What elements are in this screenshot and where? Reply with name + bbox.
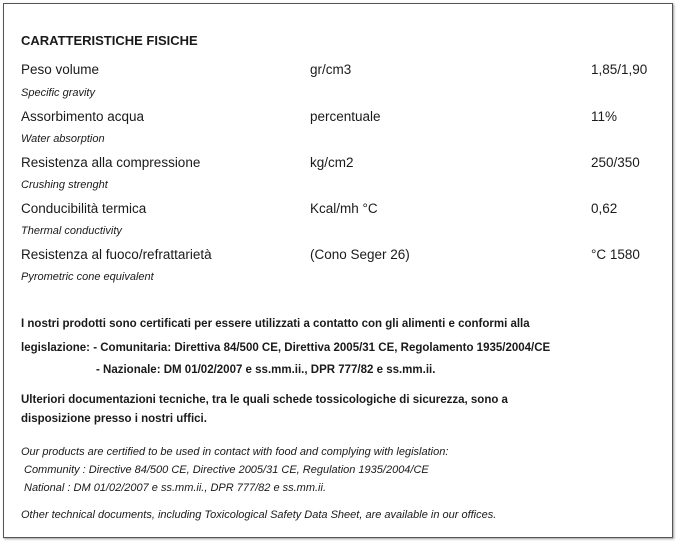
docs-en-line: Other technical documents, including Toxicological Safety Data Sheet, are available in our offices. [21,509,497,521]
property-value: 11% [591,109,618,124]
cert-it-line: I nostri prodotti sono certificati per essere utilizzati a contatto con gli alimenti e conformi alla [21,318,530,330]
property-value: 0,62 [591,201,618,216]
property-english: Specific gravity [21,87,95,99]
property-name: Resistenza al fuoco/refrattarietà [21,247,212,262]
property-name: Assorbimento acqua [21,109,145,124]
property-english: Water absorption [21,133,105,145]
property-english: Pyrometric cone equivalent [21,271,154,283]
property-name: Peso volume [21,62,100,77]
cert-en-line: National : DM 01/02/2007 e ss.mm.ii., DPR 777/82 e ss.mm.ii. [24,482,327,494]
section-title: CARATTERISTICHE FISICHE [21,33,198,48]
property-unit: Kcal/mh °C [310,201,378,216]
property-name: Resistenza alla compressione [21,155,201,170]
property-value: 1,85/1,90 [591,62,648,77]
property-english: Crushing strenght [21,179,108,191]
property-unit: gr/cm3 [310,62,352,77]
cert-en-line: Community : Directive 84/500 CE, Directive 2005/31 CE, Regulation 1935/2004/CE [24,464,429,476]
property-unit: (Cono Seger 26) [310,247,410,262]
docs-it-line: disposizione presso i nostri uffici. [21,413,207,425]
property-english: Thermal conductivity [21,225,122,237]
cert-it-line: - Nazionale: DM 01/02/2007 e ss.mm.ii., DPR 777/82 e ss.mm.ii. [96,364,436,376]
cert-en-line: Our products are certified to be used in contact with food and complying with legislation: [21,446,449,458]
cert-it-line: legislazione: - Comunitaria: Direttiva 84/500 CE, Direttiva 2005/31 CE, Regolamento 1935/2004/CE [21,342,551,354]
property-value: 250/350 [591,155,640,170]
property-value: °C 1580 [591,247,640,262]
property-unit: percentuale [310,109,381,124]
docs-it-line: Ulteriori documentazioni tecniche, tra le quali schede tossicologiche di sicurezza, sono a [21,394,508,406]
property-unit: kg/cm2 [310,155,354,170]
property-name: Conducibilità termica [21,201,147,216]
